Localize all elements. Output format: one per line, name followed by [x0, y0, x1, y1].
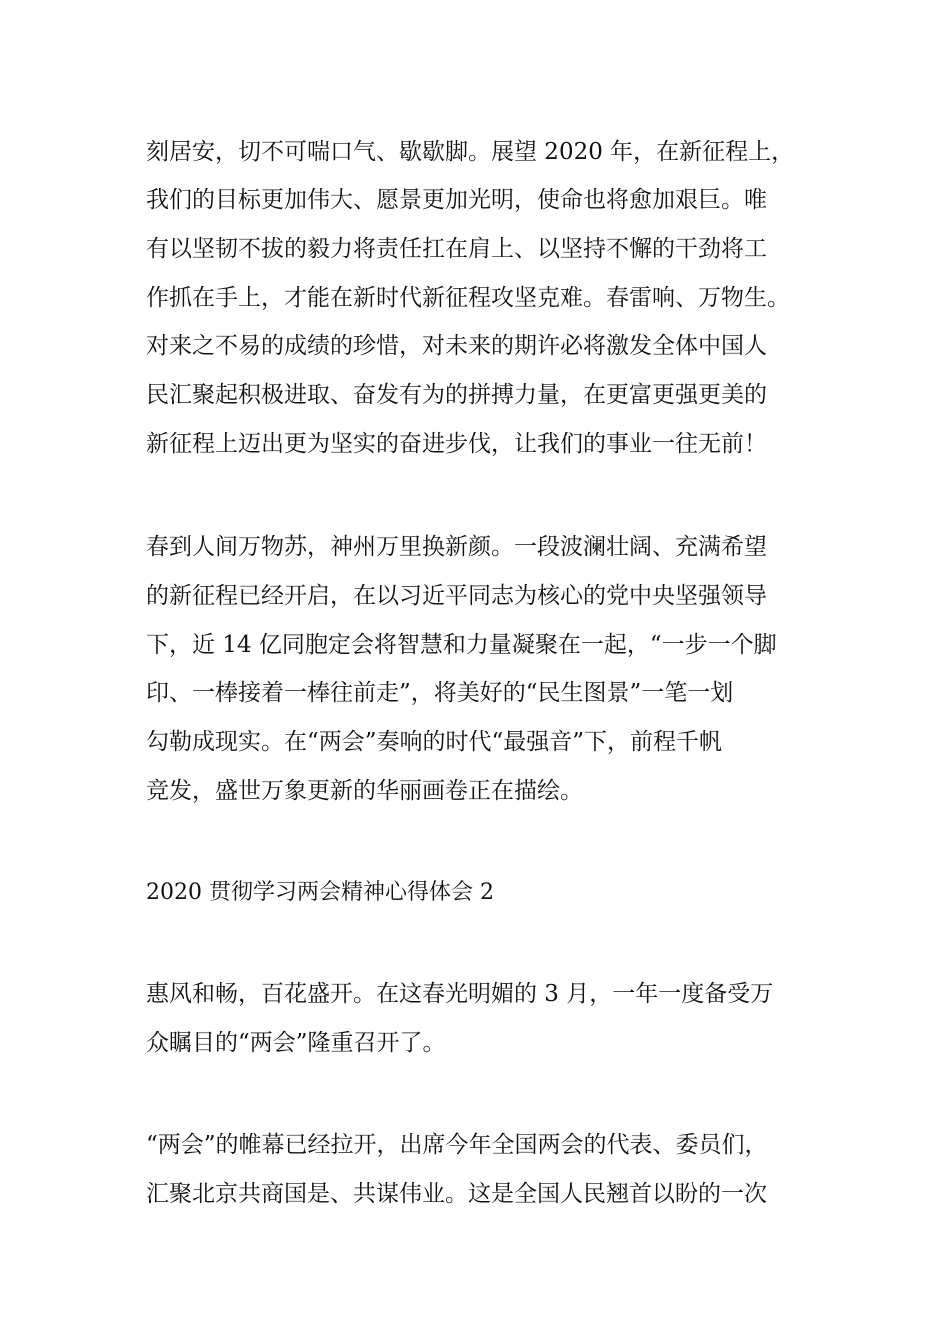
text-line: 对来之不易的成绩的珍惜，对未来的期许必将激发全体中国人 — [146, 333, 767, 359]
text-line: 作抓在手上，才能在新时代新征程攻坚克难。春雷响、万物生。 — [146, 285, 790, 311]
text-line: 竞发，盛世万象更新的华丽画卷正在描绘。 — [146, 778, 583, 804]
text-line: “两会”的帷幕已经拉开，出席今年全国两会的代表、委员们， — [146, 1132, 768, 1158]
text-line: 众瞩目的“两会”隆重召开了。 — [146, 1030, 446, 1056]
text-line: 民汇聚起积极进取、奋发有为的拼搏力量，在更富更强更美的 — [146, 382, 767, 408]
heading-text: 2020 贯彻学习两会精神心得体会 2 — [146, 880, 494, 905]
text-line: 刻居安，切不可喘口气、歇歇脚。展望 2020 年，在新征程上， — [146, 139, 795, 165]
text-line: 印、一棒接着一棒往前走”，将美好的“民生图景”一笔一划 — [146, 680, 734, 706]
text-line: 勾勒成现实。在“两会”奏响的时代“最强音”下，前程千帆 — [146, 729, 723, 755]
text-line: 惠风和畅，百花盛开。在这春光明媚的 3 月，一年一度备受万 — [146, 981, 774, 1007]
text-line: 春到人间万物苏，神州万里换新颜。一段波澜壮阔、充满希望 — [146, 534, 767, 560]
text-line: 新征程上迈出更为坚实的奋进步伐，让我们的事业一往无前！ — [146, 431, 767, 457]
text-line: 汇聚北京共商国是、共谋伟业。这是全国人民翘首以盼的一次 — [146, 1181, 767, 1207]
text-line: 我们的目标更加伟大、愿景更加光明，使命也将愈加艰巨。唯 — [146, 187, 767, 213]
text-line: 有以坚韧不拔的毅力将责任扛在肩上、以坚持不懈的干劲将工 — [146, 236, 767, 262]
text-line: 下，近 14 亿同胞定会将智慧和力量凝聚在一起，“一步一个脚 — [146, 632, 777, 658]
text-line: 的新征程已经开启，在以习近平同志为核心的党中央坚强领导 — [146, 583, 767, 609]
